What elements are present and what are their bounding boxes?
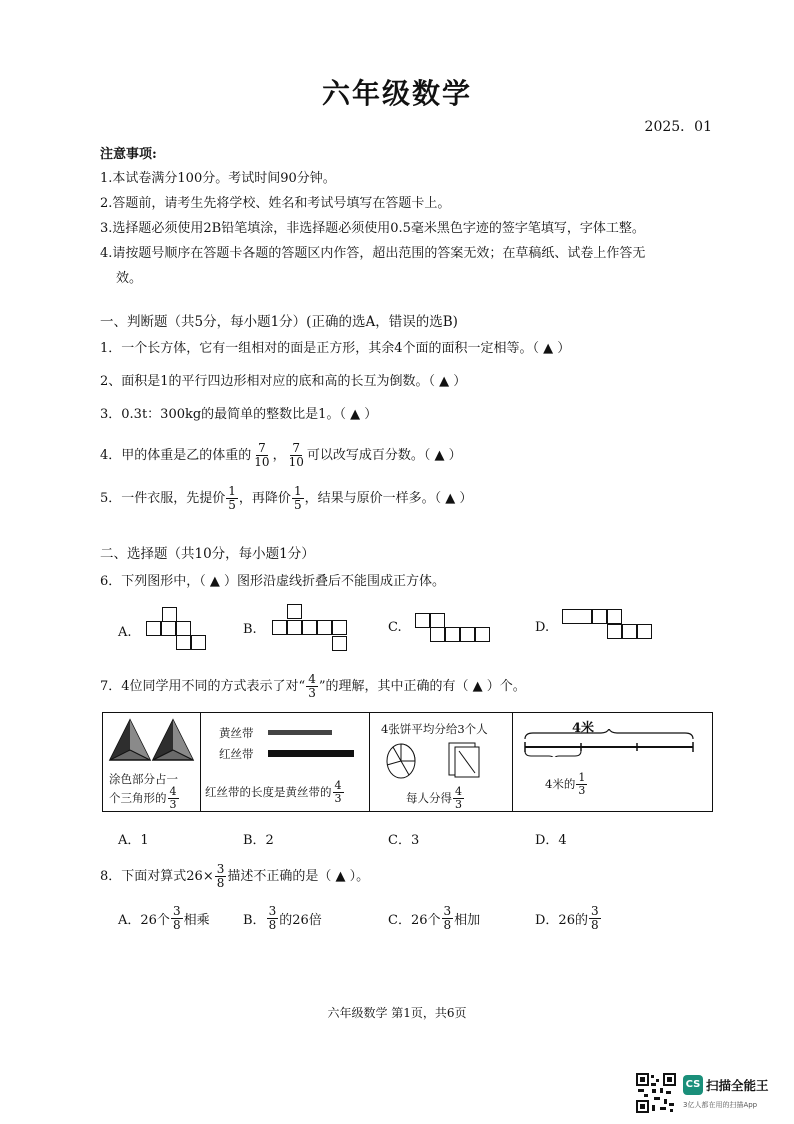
question-5-text-a: 5．一件衣服，先提价 xyxy=(100,490,226,506)
frac-den: 8 xyxy=(216,875,225,890)
fraction-3-8 xyxy=(171,905,183,931)
notes-heading: 注意事项: xyxy=(100,147,157,162)
frac-num: 3 xyxy=(216,861,225,876)
note-item-1: 1.本试卷满分100分。考试时间90分钟。 xyxy=(100,171,336,186)
question-8-text-a: 8．下面对算式26× xyxy=(100,868,214,884)
fraction-7-10-b xyxy=(287,442,306,468)
frac-den: 10 xyxy=(254,454,270,469)
fraction-1-5 xyxy=(226,485,238,511)
q8-option-b-text-b: 的26倍 xyxy=(279,912,322,928)
section2-title: 二、选择题（共10分，每小题1分） xyxy=(100,546,315,562)
question-5-text-b: ，再降价 xyxy=(238,490,291,506)
q7-option-b: B．2 xyxy=(243,833,274,848)
q8-option-d xyxy=(535,900,602,936)
frac-den: 10 xyxy=(288,454,304,469)
frac-den: 3 xyxy=(334,791,342,805)
cell4-caption xyxy=(545,769,588,799)
fraction-3-8 xyxy=(215,863,227,889)
question-3: 3．0.3t：300kg的最简单的整数比是1。（ ▲ ） xyxy=(100,407,378,422)
question-2: 2、面积是1的平行四边形相对应的底和高的长互为倒数。（ ▲ ） xyxy=(100,374,467,389)
table-divider xyxy=(512,713,513,811)
question-7-text-b: ”的理解，其中正确的有（ ▲ ）个。 xyxy=(318,678,526,694)
table-divider xyxy=(200,713,201,811)
q6-option-a-label: A. xyxy=(118,625,132,640)
frac-den: 8 xyxy=(268,917,277,932)
question-1: 1．一个长方体，它有一组相对的面是正方形，其余4个面的面积一定相等。（ ▲ ） xyxy=(100,341,571,356)
frac-den: 3 xyxy=(169,797,177,811)
q7-option-c: C．3 xyxy=(388,833,420,848)
qr-code-icon xyxy=(636,1073,676,1113)
q7-option-d: D．4 xyxy=(535,833,567,848)
fraction-1-3 xyxy=(576,772,587,796)
q6-net-d xyxy=(562,609,652,647)
q6-net-a xyxy=(146,607,216,657)
q8-option-d-text-a: D．26的 xyxy=(535,912,588,928)
cell3-caption-text: 每人分得 xyxy=(406,791,452,805)
exam-date: 2025．01 xyxy=(644,119,712,135)
q6-option-b-label: B. xyxy=(243,622,257,637)
fraction-3-8 xyxy=(589,905,601,931)
cell1-caption-line1: 涂色部分占一 xyxy=(109,772,178,786)
q8-option-a-text-a: A．26个 xyxy=(118,912,170,928)
q8-option-a xyxy=(118,900,210,936)
fraction-7-10 xyxy=(252,442,271,468)
q7-option-a: A．1 xyxy=(118,833,149,848)
segment-brace-figure xyxy=(521,729,701,757)
frac-num: 7 xyxy=(292,440,301,455)
q6-option-d-label: D. xyxy=(535,620,550,635)
frac-den: 8 xyxy=(172,917,181,932)
frac-num: 3 xyxy=(172,903,181,918)
cell3-caption xyxy=(406,785,465,811)
note-item-4-cont: 效。 xyxy=(116,271,143,286)
note-item-3: 3.选择题必须使用2B铅笔填涂，非选择题必须使用0.5毫米黑色字迹的签字笔填写，字体工整。 xyxy=(100,221,645,236)
q6-net-b xyxy=(272,604,362,654)
frac-num: 4 xyxy=(455,784,462,798)
fraction-1-5-b xyxy=(292,485,304,511)
fraction-4-3 xyxy=(306,673,318,699)
cell1-caption-line2 xyxy=(109,785,180,811)
page-footer: 六年级数学 第1页，共6页 xyxy=(327,1006,467,1020)
frac-num: 7 xyxy=(258,440,266,455)
q6-net-c xyxy=(415,613,495,645)
question-5-text-c: ，结果与原价一样多。（ ▲ ） xyxy=(304,490,473,506)
frac-den: 3 xyxy=(578,783,586,797)
frac-den: 3 xyxy=(308,685,316,700)
q8-option-c-text-b: 相加 xyxy=(454,912,481,928)
question-7 xyxy=(100,668,526,704)
q6-option-c-label: C. xyxy=(388,620,402,635)
q8-option-c-text-a: C．26个 xyxy=(388,912,441,928)
shaded-triangles-figure xyxy=(107,716,197,764)
frac-den: 3 xyxy=(455,797,462,811)
frac-den: 8 xyxy=(443,917,452,932)
cell4-caption-text: 4米的 xyxy=(545,777,576,791)
frac-num: 3 xyxy=(590,903,599,918)
frac-num: 4 xyxy=(334,778,342,792)
camscanner-app-name: 扫描全能王 xyxy=(706,1078,769,1093)
question-4-sep: ， xyxy=(272,447,286,463)
fraction-4-3 xyxy=(453,786,464,810)
frac-num: 1 xyxy=(228,483,236,498)
yellow-ribbon-label: 黄丝带 xyxy=(219,726,254,740)
red-ribbon-bar xyxy=(268,750,354,757)
note-item-2: 2.答题前，请考生先将学校、姓名和考试号填写在答题卡上。 xyxy=(100,196,451,211)
frac-num: 1 xyxy=(578,770,586,784)
cake-division-figure xyxy=(383,739,493,781)
frac-num: 1 xyxy=(293,483,302,498)
frac-num: 3 xyxy=(268,903,277,918)
fraction-3-8 xyxy=(442,905,454,931)
question-5 xyxy=(100,481,472,515)
q8-option-a-text-b: 相乘 xyxy=(183,912,210,928)
question-4-text-a: 4．甲的体重是乙的体重的 xyxy=(100,447,252,463)
frac-den: 5 xyxy=(293,497,302,512)
fraction-4-3 xyxy=(333,780,344,804)
frac-num: 4 xyxy=(169,784,177,798)
q7-representation-table xyxy=(102,712,713,812)
q8-option-b xyxy=(243,900,322,936)
camscanner-tagline: 3亿人都在用的扫描App xyxy=(683,1101,758,1109)
q8-option-c xyxy=(388,900,480,936)
question-8 xyxy=(100,858,369,894)
frac-den: 8 xyxy=(590,917,599,932)
frac-num: 3 xyxy=(443,903,452,918)
table-divider xyxy=(369,713,370,811)
fraction-4-3 xyxy=(168,786,179,810)
exam-title: 六年级数学 xyxy=(321,77,472,110)
question-8-text-b: 描述不正确的是（ ▲ ）。 xyxy=(227,868,370,884)
q8-option-b-text-a: B． xyxy=(243,912,266,928)
fraction-3-8 xyxy=(267,905,279,931)
question-6: 6．下列图形中，（ ▲ ）图形沿虚线折叠后不能围成正方体。 xyxy=(100,574,446,589)
cell4-top-label: 4米 xyxy=(572,721,595,736)
yellow-ribbon-bar xyxy=(268,730,332,735)
cell1-caption-text: 个三角形的 xyxy=(109,791,167,805)
note-item-4: 4.请按题号顺序在答题卡各题的答题区内作答，超出范围的答案无效；在草稿纸、试卷上作答无 xyxy=(100,246,646,261)
red-ribbon-label: 红丝带 xyxy=(219,747,254,761)
cell2-caption xyxy=(205,779,345,805)
question-4 xyxy=(100,438,462,472)
question-7-text-a: 7．4位同学用不同的方式表示了对“ xyxy=(100,678,306,694)
frac-num: 4 xyxy=(308,671,316,686)
section1-title: 一、判断题（共5分，每小题1分）(正确的选A，错误的选B) xyxy=(100,314,458,330)
question-4-text-b: 可以改写成百分数。（ ▲ ） xyxy=(306,447,462,463)
cell2-caption-text: 红丝带的长度是黄丝带的 xyxy=(205,785,332,799)
cell3-top-text: 4张饼平均分给3个人 xyxy=(381,722,488,736)
frac-den: 5 xyxy=(228,497,236,512)
camscanner-logo-icon: CS xyxy=(683,1075,703,1095)
